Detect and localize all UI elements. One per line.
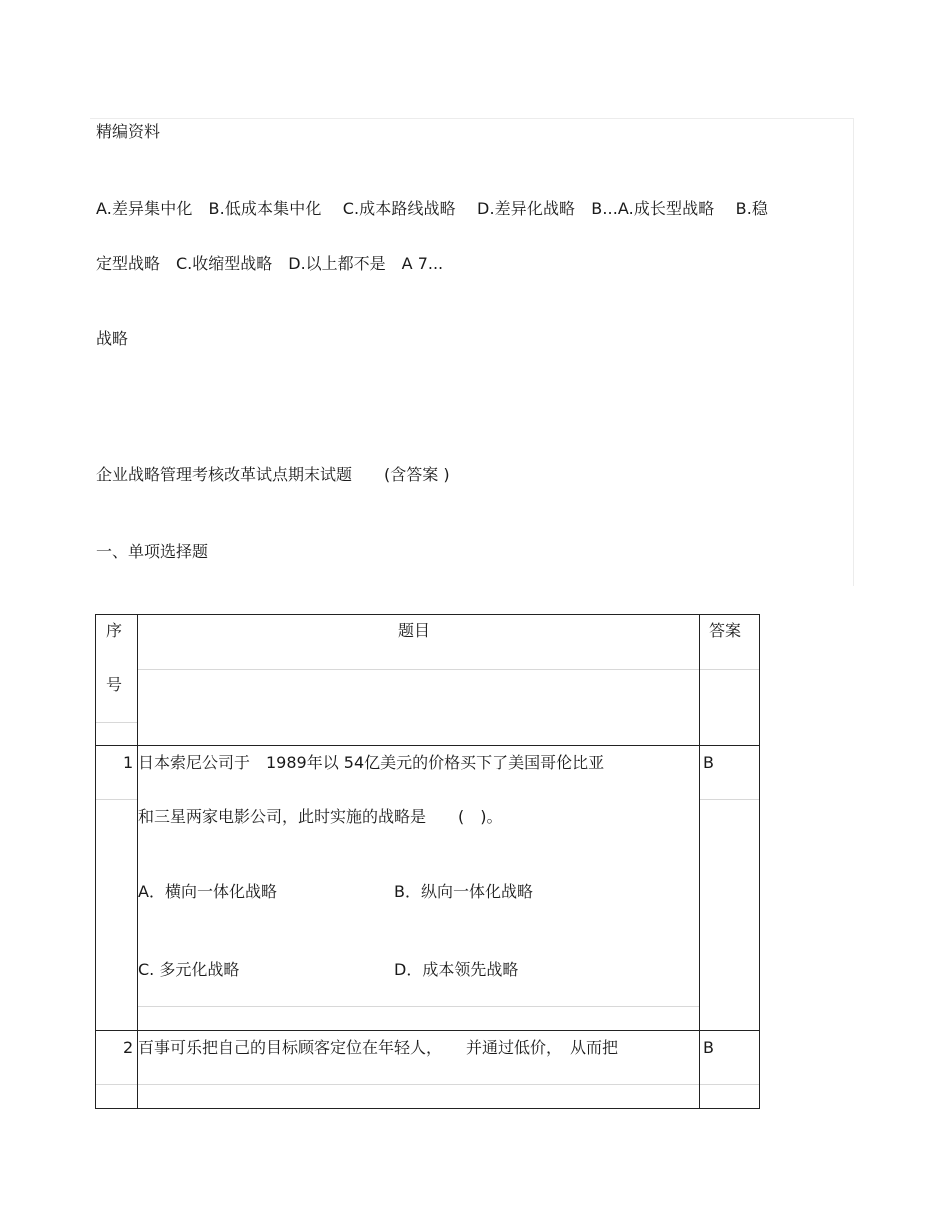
page-border [90, 118, 854, 586]
header-question: 题目 [398, 621, 431, 640]
row1-option-a: A．横向一体化战略 [138, 882, 277, 901]
header-answer: 答案 [709, 621, 742, 640]
row1-answer: B [703, 753, 714, 772]
table-guide-line [700, 669, 759, 670]
intro-text-line1: A.差异集中化 B.低成本集中化 C.成本路线战略 D.差异化战略 B...A.成长型战略 B.稳 [96, 199, 768, 218]
table-guide-line [700, 1084, 759, 1085]
table-guide-line [96, 722, 137, 723]
table-guide-line [96, 1084, 137, 1085]
row1-seq: 1 [123, 753, 134, 772]
table-border-right [759, 614, 760, 1109]
question-table [95, 614, 760, 1109]
table-border-bottom [95, 1108, 760, 1109]
table-col-divider [699, 614, 700, 1109]
table-guide-line [138, 1006, 699, 1007]
table-col-divider [137, 614, 138, 1109]
row1-option-b: B．纵向一体化战略 [394, 882, 533, 901]
table-border-left [95, 614, 96, 1109]
intro-text-line2: 定型战略 C.收缩型战略 D.以上都不是 A 7... [96, 254, 444, 273]
table-row-divider [95, 745, 760, 746]
intro-text-line3: 战略 [96, 329, 129, 348]
table-guide-line [700, 799, 759, 800]
table-guide-line [138, 1084, 699, 1085]
row1-question-line1: 日本索尼公司于 1989年以 54亿美元的价格买下了美国哥伦比亚 [138, 753, 605, 772]
header-label: 精编资料 [96, 122, 161, 141]
header-seq-line1: 序 [106, 621, 123, 640]
row2-seq: 2 [123, 1038, 134, 1057]
table-guide-line [96, 799, 137, 800]
row1-question-line2: 和三星两家电影公司，此时实施的战略是 ( )。 [138, 807, 503, 826]
row1-option-d: D．成本领先战略 [394, 960, 519, 979]
section-title: 一、单项选择题 [96, 542, 209, 561]
row2-question-line1: 百事可乐把自己的目标顾客定位在年轻人， 并通过低价， 从而把 [138, 1038, 619, 1057]
header-seq-line2: 号 [106, 675, 123, 694]
table-row-divider [95, 1030, 760, 1031]
document-title: 企业战略管理考核改革试点期末试题 (含答案 ) [96, 465, 450, 484]
table-border-top [95, 614, 760, 615]
table-guide-line [138, 669, 699, 670]
row2-answer: B [703, 1038, 714, 1057]
row1-option-c: C. 多元化战略 [138, 960, 240, 979]
